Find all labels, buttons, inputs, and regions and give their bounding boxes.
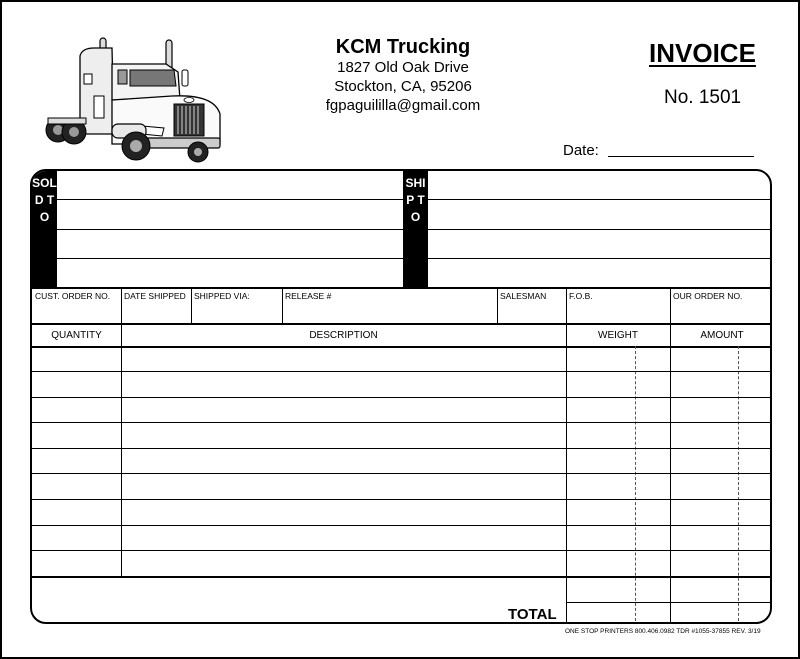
company-block (292, 36, 514, 115)
order-divider (121, 287, 122, 323)
ship-to-line[interactable] (428, 229, 772, 230)
order-divider (497, 287, 498, 323)
order-divider (566, 287, 567, 323)
date-shipped-label: DATE SHIPPED (124, 291, 186, 301)
item-row-line[interactable] (32, 473, 772, 474)
sold-to-label: SOLD TO (32, 176, 57, 224)
sold-to-line[interactable] (57, 199, 403, 200)
item-row-line[interactable] (32, 499, 772, 500)
fob-label: F.O.B. (569, 291, 593, 301)
company-street: 1827 Old Oak Drive (337, 59, 469, 76)
order-divider (191, 287, 192, 323)
quantity-header: QUANTITY (51, 330, 102, 341)
cust-order-no-label: CUST. ORDER NO. (35, 291, 111, 301)
amount-dash (738, 346, 739, 624)
salesman-label: SALESMAN (500, 291, 547, 301)
sold-to-line[interactable] (57, 229, 403, 230)
ship-to-line[interactable] (428, 199, 772, 200)
ship-to-label: SHIP TO (405, 176, 426, 224)
company-name: KCM Trucking (335, 36, 471, 58)
header-bottom (32, 346, 772, 348)
sold-to-line[interactable] (57, 258, 403, 259)
company-email: fgpaguililla@gmail.com (325, 97, 481, 114)
order-row-bottom (32, 323, 772, 325)
total-row-line (566, 602, 772, 603)
order-row-top (32, 287, 772, 289)
our-order-no-label: OUR ORDER NO. (673, 291, 743, 301)
invoice-form (30, 169, 772, 624)
column-divider (121, 323, 122, 577)
amount-header: AMOUNT (700, 330, 744, 341)
shipped-via-label: SHIPPED VIA: (194, 291, 250, 301)
weight-dash (635, 346, 636, 624)
order-divider (282, 287, 283, 323)
order-divider (670, 287, 671, 323)
release-label: RELEASE # (285, 291, 332, 301)
ship-to-line[interactable] (428, 258, 772, 259)
item-row-line[interactable] (32, 371, 772, 372)
date-label: Date: (563, 142, 599, 159)
item-row-line[interactable] (32, 525, 772, 526)
date-field[interactable] (608, 156, 754, 157)
item-row-line[interactable] (32, 397, 772, 398)
item-row-line[interactable] (32, 550, 772, 551)
description-header: DESCRIPTION (309, 330, 378, 341)
invoice-number: No. 1501 (664, 87, 742, 108)
items-bottom (32, 576, 772, 578)
semi-truck-icon (42, 34, 222, 164)
weight-header: WEIGHT (598, 330, 638, 341)
company-city: Stockton, CA, 95206 (334, 78, 472, 95)
invoice-title: INVOICE (649, 38, 756, 68)
item-row-line[interactable] (32, 422, 772, 423)
item-row-line[interactable] (32, 448, 772, 449)
printer-footer: ONE STOP PRINTERS 800.406.0982 TDR #1055-37855 REV. 3/19 (565, 628, 761, 635)
total-label: TOTAL (508, 606, 557, 623)
